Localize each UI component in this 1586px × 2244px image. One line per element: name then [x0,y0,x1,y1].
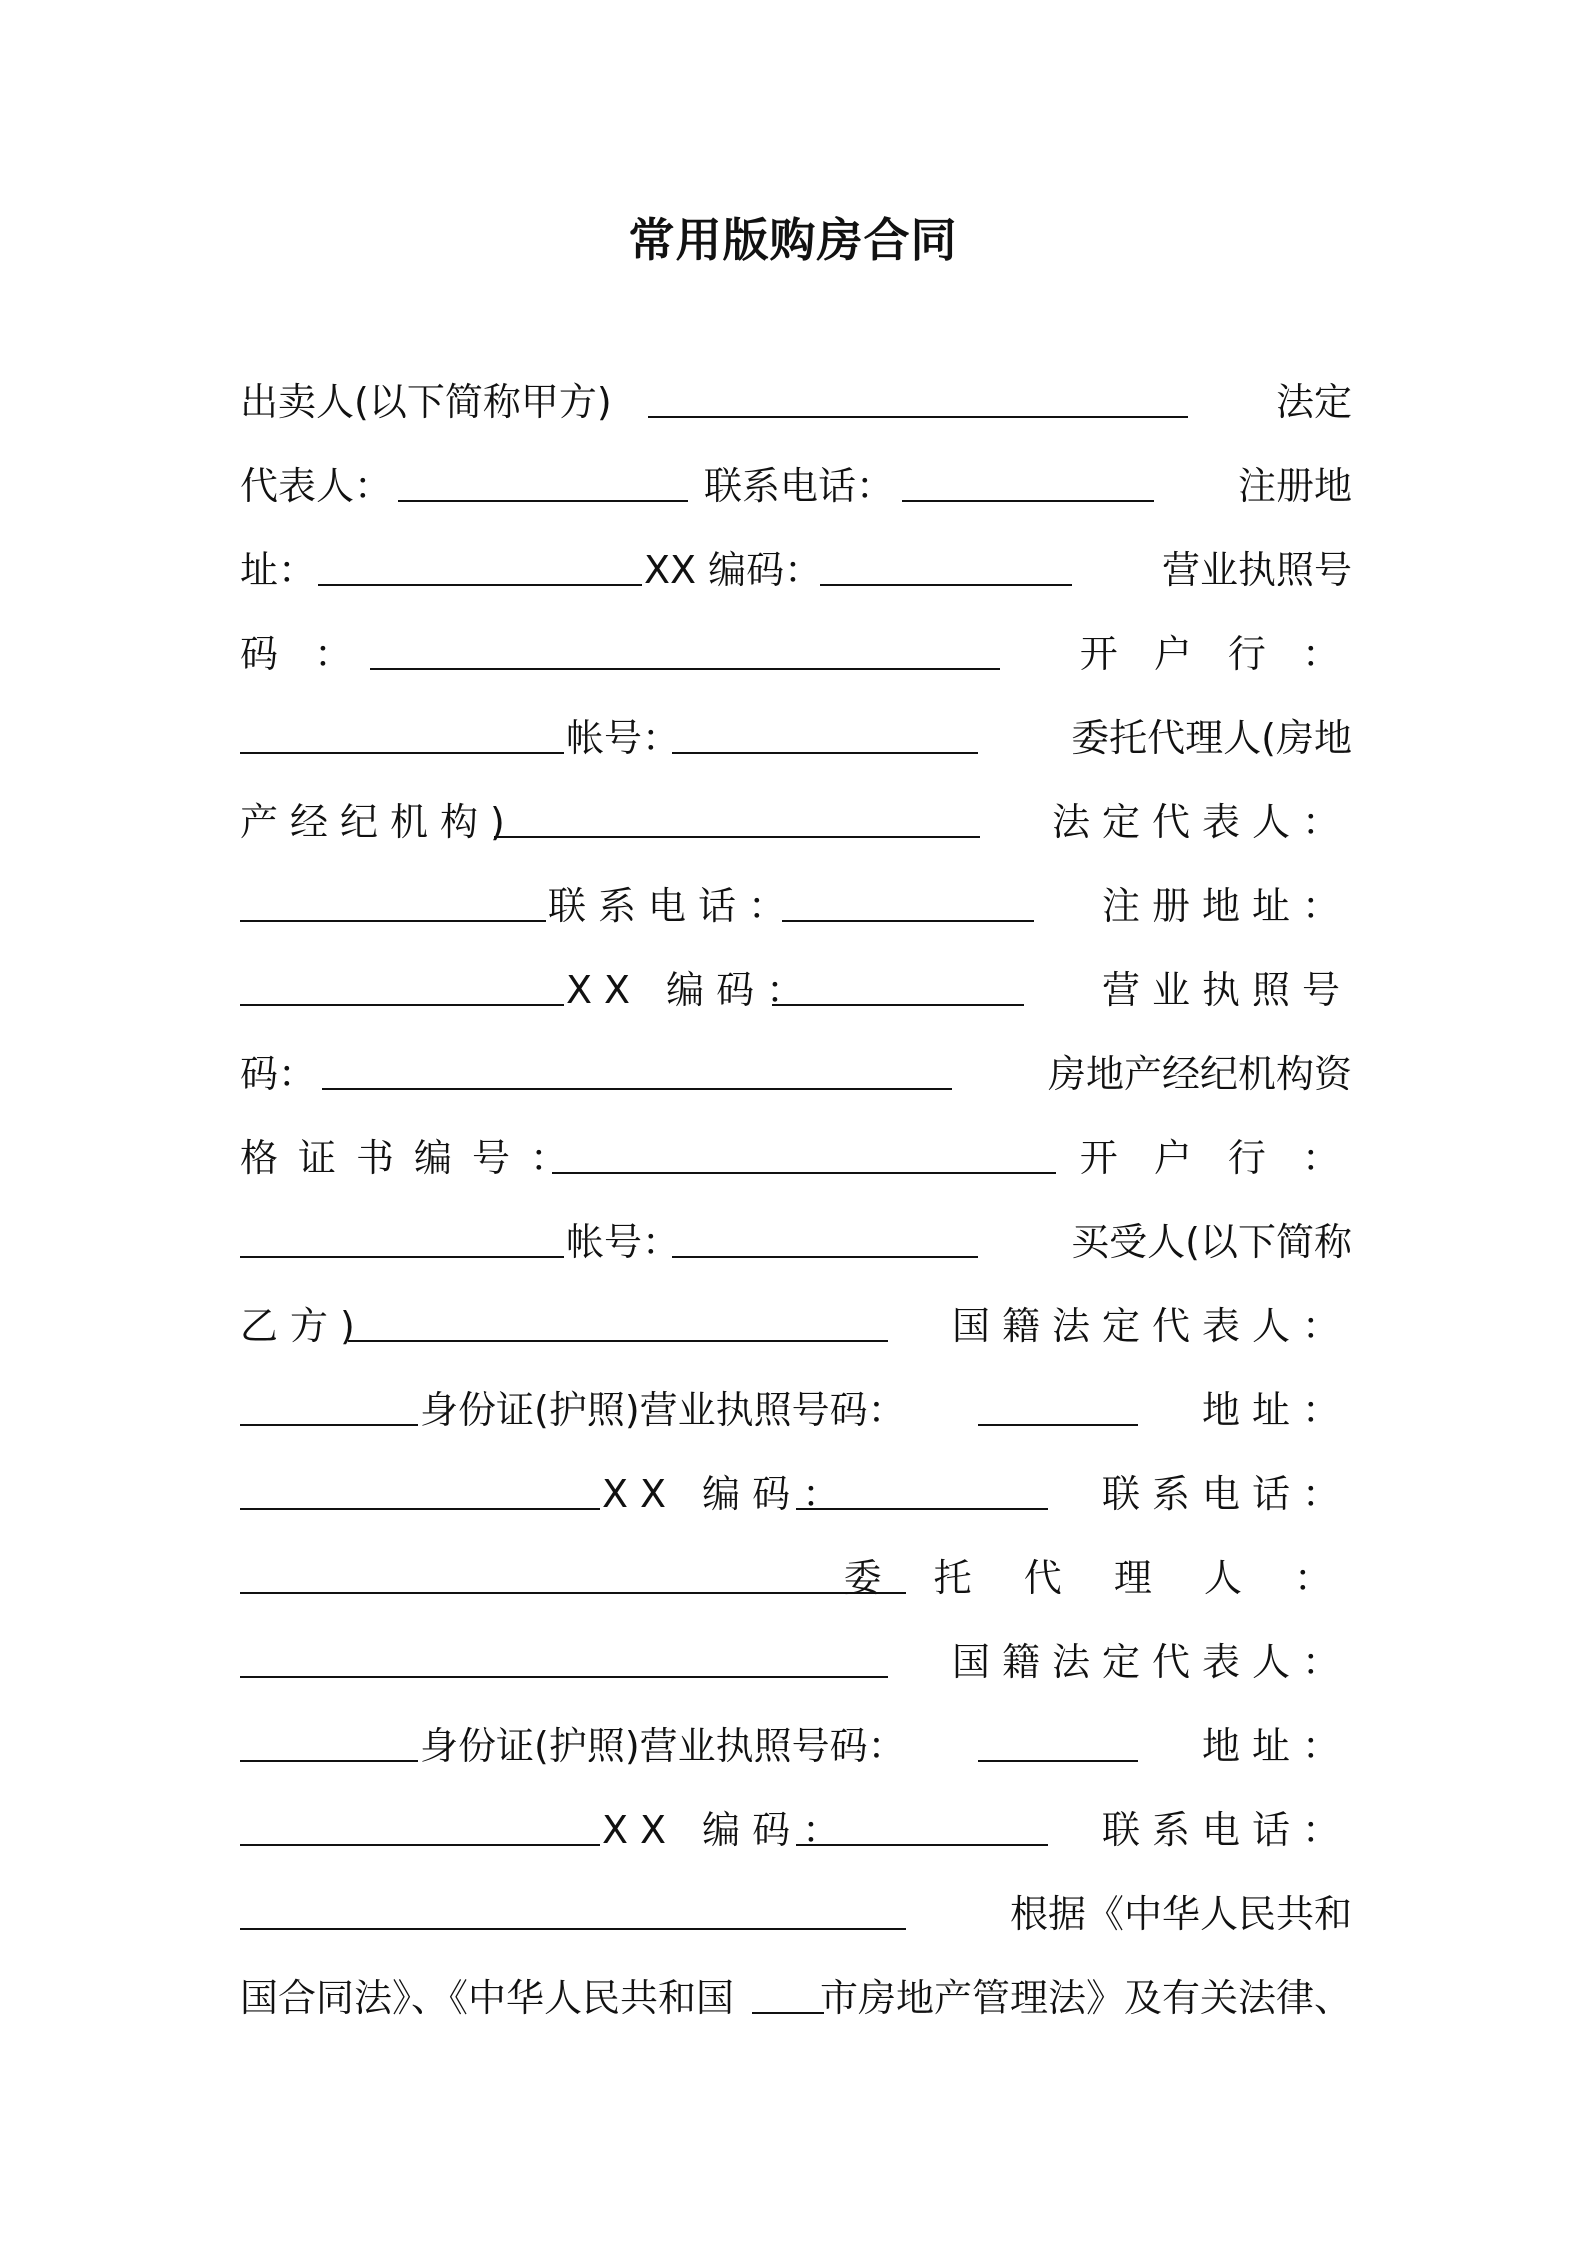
seller-label: 出卖人(以下简称甲方) [240,380,612,424]
blank-underline [552,1172,1056,1174]
blank-underline [978,1760,1138,1762]
representative-label: 代表人： [240,464,393,508]
nationality-label: 国籍法定代表人： [951,1640,1352,1684]
contract-line [240,1464,1352,1524]
postal-code-label: XX 编码： [644,548,823,592]
party-b-label: 乙方) [240,1304,367,1348]
blank-underline [796,1844,1048,1846]
license-label: 营业执照号 [1161,548,1352,592]
blank-underline [672,752,978,754]
blank-underline [902,500,1154,502]
blank-underline [772,1004,1024,1006]
postal-code-label: XX 编码： [602,1808,853,1852]
address-label: 地址： [1201,1724,1352,1768]
blank-underline [370,668,1000,670]
contract-line [240,1716,1352,1776]
contract-line [240,960,1352,1020]
legal-basis-text: 国合同法》、《中华人民共和国 [240,1976,735,2020]
account-label: 帐号： [566,1220,681,1264]
representative-label: 法定代表人： [1051,800,1352,844]
blank-underline [318,584,642,586]
blank-underline [240,920,546,922]
blank-underline [398,500,688,502]
blank-underline [240,1508,600,1510]
registered-address-label: 注册地 [1237,464,1352,508]
blank-underline [240,1760,418,1762]
contract-line [240,1380,1352,1440]
contract-line [240,792,1352,852]
id-label: 身份证(护照)营业执照号码： [420,1388,906,1432]
contract-line [240,1968,1352,2028]
account-label: 帐号： [566,716,681,760]
qualification-label: 房地产经纪机构资 [1047,1052,1352,1096]
postal-code-label: XX 编码： [602,1472,853,1516]
contract-line [240,1884,1352,1944]
legal-basis-text: 市房地产管理法》及有关法律、 [819,1976,1352,2020]
contract-line [240,1296,1352,1356]
phone-label: 联系电话： [704,464,895,508]
contract-line [240,1548,1352,1608]
agent-label: 委托代理人(房地 [1071,716,1352,760]
contract-line [240,1044,1352,1104]
contract-line [240,1800,1352,1860]
legal-basis-text: 根据《中华人民共和 [1009,1892,1352,1936]
contract-line [240,456,1352,516]
postal-code-label: XX 编码： [566,968,817,1012]
id-label: 身份证(护照)营业执照号码： [420,1724,906,1768]
contract-line [240,540,1352,600]
blank-underline [240,1004,564,1006]
contract-line [240,372,1352,432]
contract-line [240,1212,1352,1272]
code-label: 码 ： [240,632,365,676]
nationality-label: 国籍法定代表人： [951,1304,1352,1348]
address-label: 地址： [1201,1388,1352,1432]
blank-underline [348,1340,888,1342]
phone-label: 联系电话： [1101,1472,1352,1516]
contract-line [240,876,1352,936]
contract-line [240,1632,1352,1692]
legal-label: 法定 [1275,380,1352,424]
blank-underline [672,1256,978,1258]
blank-underline [796,1508,1048,1510]
agent-label: 委 托 代 理 人 ： [843,1556,1352,1600]
blank-underline [240,752,564,754]
code-label: 码： [240,1052,317,1096]
certificate-number-label: 格证书编号： [240,1136,589,1180]
contract-line [240,624,1352,684]
blank-underline [240,1256,564,1258]
blank-underline [494,836,980,838]
registered-address-label: 注册地址： [1101,884,1352,928]
blank-underline [820,584,1072,586]
phone-label: 联系电话： [1101,1808,1352,1852]
license-label: 营业执照号 [1101,968,1352,1012]
blank-underline [322,1088,952,1090]
contract-line [240,1128,1352,1188]
bank-label: 开 户 行 ： [1079,632,1352,676]
bank-label: 开 户 行 ： [1079,1136,1352,1180]
blank-underline [978,1424,1138,1426]
blank-underline [240,1928,906,1930]
blank-underline [240,1424,418,1426]
blank-underline [782,920,1034,922]
document-title: 常用版购房合同 [628,213,958,267]
blank-underline [240,1592,906,1594]
blank-underline [752,2012,824,2014]
agency-label: 产经纪机构) [240,800,517,844]
contract-line [240,708,1352,768]
blank-underline [240,1844,600,1846]
blank-underline [240,1676,888,1678]
address-label: 址： [240,548,317,592]
phone-label: 联系电话： [548,884,799,928]
blank-underline [648,416,1188,418]
buyer-label: 买受人(以下简称 [1071,1220,1352,1264]
